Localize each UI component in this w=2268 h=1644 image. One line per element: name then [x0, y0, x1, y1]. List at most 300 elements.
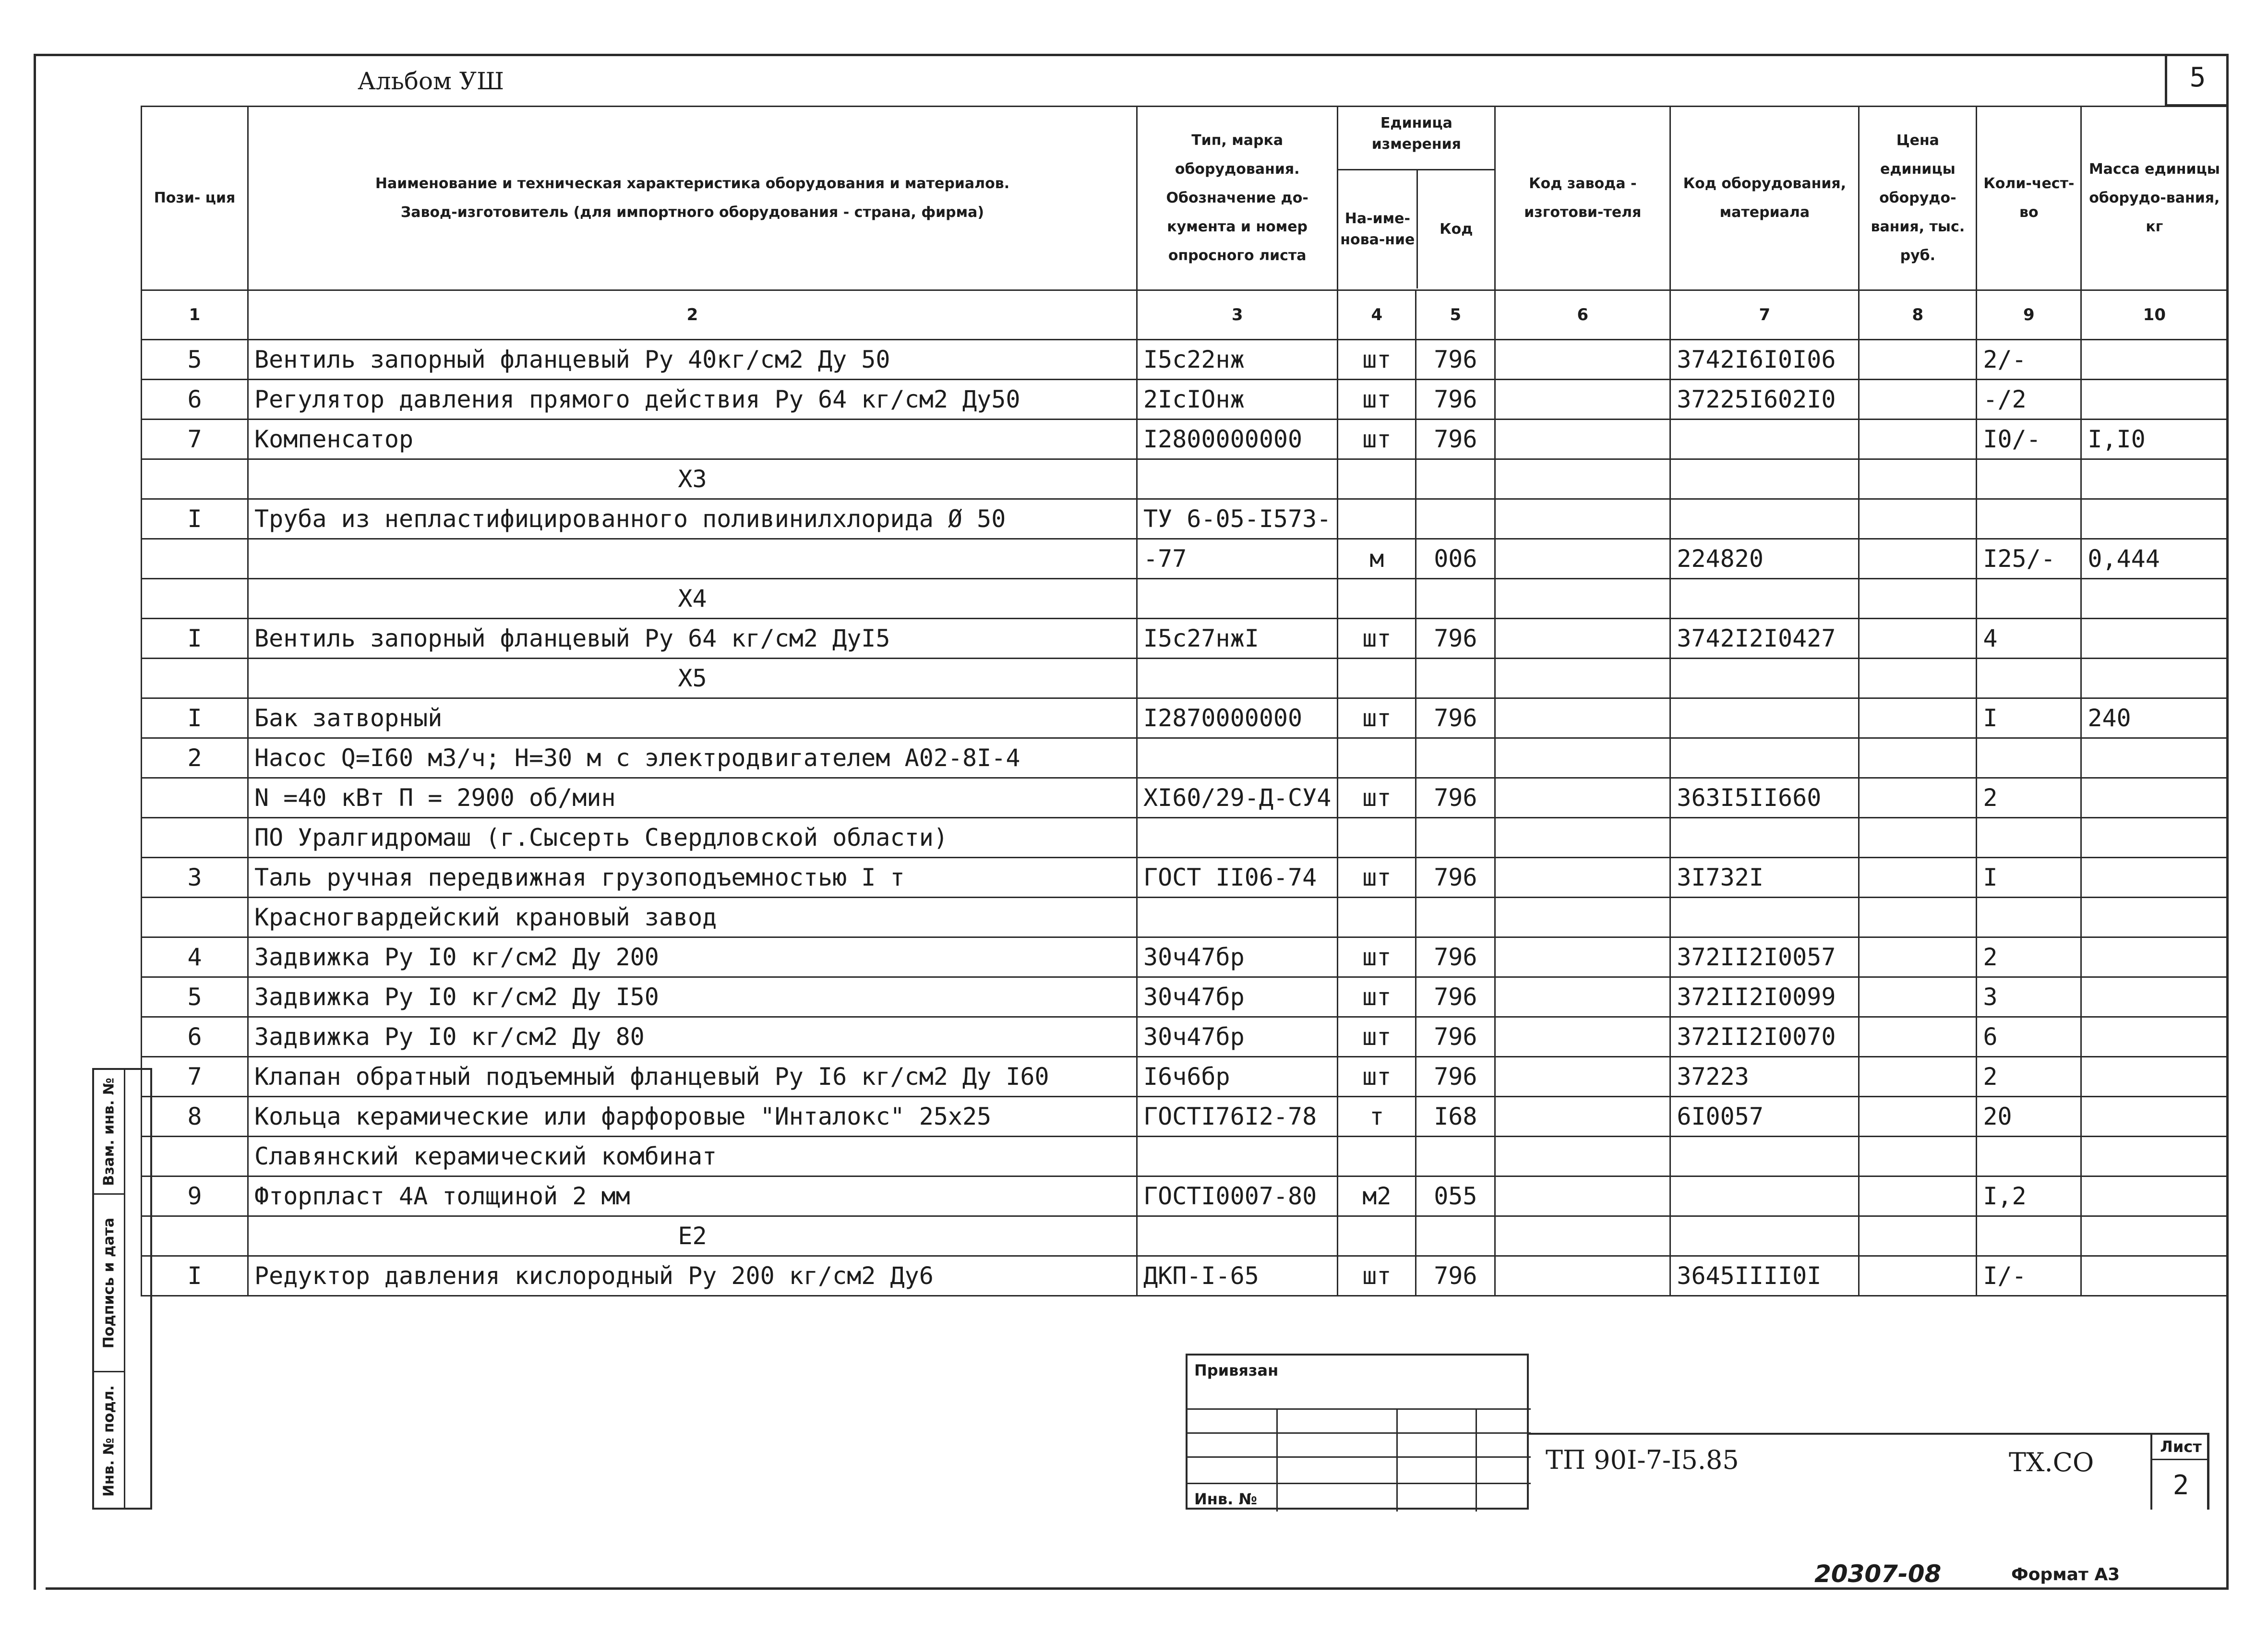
cell-unit-code [1416, 738, 1495, 778]
cell-unit: шт [1338, 340, 1416, 380]
cell-mass [2081, 459, 2228, 499]
cell-price [1859, 858, 1977, 898]
cell-unit-code: 796 [1416, 977, 1495, 1017]
cell-type: 30ч47бр [1137, 977, 1338, 1017]
cell-type: I5с22нж [1137, 340, 1338, 380]
cell-name [248, 539, 1137, 579]
cell-equipment-code: 37223 [1670, 1057, 1859, 1097]
table-row [142, 539, 2228, 579]
cell-mass [2081, 1137, 2228, 1176]
cell-equipment-code [1670, 898, 1859, 937]
cell-unit-code [1416, 459, 1495, 499]
cell-type: -77 [1137, 539, 1338, 579]
stamp-column-line [1396, 1408, 1398, 1512]
col-header-equipment-code: Код оборудования, материала [1670, 107, 1859, 290]
cell-mass [2081, 1176, 2228, 1216]
cell-position: 7 [142, 420, 248, 459]
cell-name: Труба из непластифицированного поливинилхлорида Ø 50 [248, 499, 1137, 539]
cell-name: Красногвардейский крановый завод [248, 898, 1137, 937]
cell-quantity: I25/- [1977, 539, 2081, 579]
cell-name: Вентиль запорный фланцевый Ру 64 кг/см2 ДуI5 [248, 619, 1137, 659]
cell-type: 2IcIOнж [1137, 380, 1338, 420]
approval-sidebar [92, 1068, 152, 1510]
cell-unit: шт [1338, 977, 1416, 1017]
col-header-price: Цена единицы оборудо-вания, тыс. руб. [1859, 107, 1977, 290]
cell-type [1137, 1216, 1338, 1256]
cell-type [1137, 1137, 1338, 1176]
cell-price [1859, 1256, 1977, 1296]
cell-equipment-code: 37225I602I0 [1670, 380, 1859, 420]
cell-name: Компенсатор [248, 420, 1137, 459]
cell-factory-code [1495, 898, 1670, 937]
cell-type [1137, 459, 1338, 499]
cell-mass [2081, 1256, 2228, 1296]
cell-unit-code: 055 [1416, 1176, 1495, 1216]
cell-unit-code: 006 [1416, 539, 1495, 579]
cell-quantity: I [1977, 858, 2081, 898]
cell-unit: шт [1338, 1057, 1416, 1097]
cell-quantity [1977, 1137, 2081, 1176]
cell-unit-code: 796 [1416, 778, 1495, 818]
cell-quantity: 6 [1977, 1017, 2081, 1057]
cell-mass [2081, 818, 2228, 858]
table-row [142, 1256, 2228, 1296]
cell-quantity [1977, 499, 2081, 539]
cell-factory-code [1495, 420, 1670, 459]
cell-equipment-code [1670, 499, 1859, 539]
cell-factory-code [1495, 1176, 1670, 1216]
cell-equipment-code [1670, 1137, 1859, 1176]
col-number: 9 [1977, 290, 2081, 340]
cell-factory-code [1495, 738, 1670, 778]
col-number: 8 [1859, 290, 1977, 340]
cell-price [1859, 380, 1977, 420]
cell-mass [2081, 579, 2228, 619]
cell-name: X3 [248, 459, 1137, 499]
cell-quantity: I,2 [1977, 1176, 2081, 1216]
cell-unit [1338, 459, 1416, 499]
binding-stamp [1186, 1354, 1529, 1510]
cell-factory-code [1495, 1256, 1670, 1296]
cell-position: I [142, 619, 248, 659]
cell-quantity: 3 [1977, 977, 2081, 1017]
cell-quantity [1977, 459, 2081, 499]
cell-equipment-code [1670, 420, 1859, 459]
table-row [142, 1017, 2228, 1057]
cell-mass [2081, 619, 2228, 659]
table-row [142, 459, 2228, 499]
cell-mass: 240 [2081, 698, 2228, 738]
cell-position [142, 1137, 248, 1176]
cell-unit: шт [1338, 1017, 1416, 1057]
cell-position: 5 [142, 340, 248, 380]
cell-type: I5с27нжI [1137, 619, 1338, 659]
cell-type: ГОСТI0007-80 [1137, 1176, 1338, 1216]
cell-unit: шт [1338, 698, 1416, 738]
cell-mass [2081, 778, 2228, 818]
cell-factory-code [1495, 698, 1670, 738]
cell-mass [2081, 977, 2228, 1017]
cell-name: X4 [248, 579, 1137, 619]
cell-unit-code [1416, 818, 1495, 858]
cell-factory-code [1495, 499, 1670, 539]
cell-price [1859, 659, 1977, 698]
cell-quantity: I [1977, 698, 2081, 738]
cell-equipment-code [1670, 1176, 1859, 1216]
corner-sheet-number: 5 [2165, 54, 2228, 107]
cell-name: N =40 кВт П = 2900 об/мин [248, 778, 1137, 818]
sidebar-label-column [94, 1070, 125, 1508]
cell-mass [2081, 1057, 2228, 1097]
stamp-divider [1188, 1408, 1531, 1410]
paper-format: Формат А3 [2011, 1565, 2120, 1584]
sheet-box [2150, 1433, 2209, 1510]
cell-equipment-code: 372II2I0057 [1670, 937, 1859, 977]
cell-quantity [1977, 898, 2081, 937]
column-number-row [142, 290, 2228, 340]
document-code: ТХ.СО [2009, 1447, 2094, 1477]
cell-price [1859, 937, 1977, 977]
cell-mass [2081, 1216, 2228, 1256]
cell-unit-code: 796 [1416, 420, 1495, 459]
table-row [142, 1137, 2228, 1176]
cell-position: 2 [142, 738, 248, 778]
table-row [142, 898, 2228, 937]
cell-quantity [1977, 1216, 2081, 1256]
cell-unit-code: 796 [1416, 698, 1495, 738]
cell-price [1859, 1017, 1977, 1057]
cell-equipment-code: 6I0057 [1670, 1097, 1859, 1137]
cell-name: Таль ручная передвижная грузоподъемностью I т [248, 858, 1137, 898]
table-row [142, 579, 2228, 619]
cell-price [1859, 698, 1977, 738]
cell-factory-code [1495, 619, 1670, 659]
cell-price [1859, 778, 1977, 818]
cell-position: 8 [142, 1097, 248, 1137]
stamp-column-line [1276, 1408, 1278, 1512]
cell-unit: м2 [1338, 1176, 1416, 1216]
cell-factory-code [1495, 818, 1670, 858]
col-header-quantity: Коли-чест-во [1977, 107, 2081, 290]
cell-equipment-code: 3I732I [1670, 858, 1859, 898]
stamp-divider [1188, 1456, 1531, 1458]
stamp-divider [1188, 1432, 1531, 1434]
cell-price [1859, 499, 1977, 539]
table-row [142, 1216, 2228, 1256]
cell-mass [2081, 659, 2228, 698]
table-row [142, 499, 2228, 539]
cell-name: Редуктор давления кислородный Ру 200 кг/см2 Ду6 [248, 1256, 1137, 1296]
table-row [142, 380, 2228, 420]
document-number: ТП 90I-7-I5.85 [1546, 1445, 1739, 1475]
col-header-unit-group: Единица измерения На-име-нова-ние Код [1338, 107, 1495, 290]
cell-unit [1338, 499, 1416, 539]
table-row [142, 937, 2228, 977]
cell-equipment-code [1670, 659, 1859, 698]
cell-name: Клапан обратный подъемный фланцевый Ру I6 кг/см2 Ду I60 [248, 1057, 1137, 1097]
cell-price [1859, 818, 1977, 858]
cell-quantity [1977, 818, 2081, 858]
col-number: 4 [1338, 290, 1416, 340]
cell-unit: м [1338, 539, 1416, 579]
cell-unit: шт [1338, 858, 1416, 898]
col-header-factory-code: Код завода - изготови-теля [1495, 107, 1670, 290]
cell-quantity [1977, 659, 2081, 698]
col-number: 5 [1416, 290, 1495, 340]
cell-quantity: I/- [1977, 1256, 2081, 1296]
cell-position [142, 539, 248, 579]
col-header-unit-name: На-име-нова-ние [1338, 170, 1418, 288]
cell-factory-code [1495, 977, 1670, 1017]
cell-name: Фторпласт 4А толщиной 2 мм [248, 1176, 1137, 1216]
cell-equipment-code [1670, 1216, 1859, 1256]
cell-name: Задвижка Ру I0 кг/см2 Ду I50 [248, 977, 1137, 1017]
cell-name: Вентиль запорный фланцевый Ру 40кг/см2 Ду 50 [248, 340, 1137, 380]
cell-type [1137, 579, 1338, 619]
cell-position: 9 [142, 1176, 248, 1216]
specification-body [142, 340, 2228, 1296]
table-row [142, 340, 2228, 380]
col-header-unit-code: Код [1440, 221, 1473, 238]
cell-unit [1338, 579, 1416, 619]
replace-inv-label: Взам. инв. № [94, 1070, 124, 1195]
cell-unit [1338, 898, 1416, 937]
cell-price [1859, 977, 1977, 1017]
cell-price [1859, 619, 1977, 659]
cell-position [142, 1216, 248, 1256]
cell-unit-code [1416, 579, 1495, 619]
cell-unit-code: 796 [1416, 1017, 1495, 1057]
cell-unit-code: 796 [1416, 619, 1495, 659]
cell-type: I2800000000 [1137, 420, 1338, 459]
cell-price [1859, 1176, 1977, 1216]
cell-name: X5 [248, 659, 1137, 698]
cell-equipment-code: 224820 [1670, 539, 1859, 579]
cell-mass [2081, 738, 2228, 778]
cell-quantity [1977, 738, 2081, 778]
table-row [142, 818, 2228, 858]
cell-position: 4 [142, 937, 248, 977]
stamp-divider [1188, 1483, 1531, 1484]
cell-mass [2081, 858, 2228, 898]
cell-equipment-code: 363I5II660 [1670, 778, 1859, 818]
cell-unit-code: I68 [1416, 1097, 1495, 1137]
col-number: 3 [1137, 290, 1338, 340]
inv-orig-label: Инв. № подл. [100, 1385, 118, 1497]
cell-position [142, 818, 248, 858]
cell-equipment-code [1670, 738, 1859, 778]
cell-equipment-code [1670, 579, 1859, 619]
cell-equipment-code: 3742I2I0427 [1670, 619, 1859, 659]
cell-equipment-code [1670, 459, 1859, 499]
cell-unit: шт [1338, 778, 1416, 818]
handwritten-number: 20307-08 [1814, 1560, 1942, 1588]
cell-factory-code [1495, 858, 1670, 898]
cell-factory-code [1495, 340, 1670, 380]
cell-type: 30ч47бр [1137, 1017, 1338, 1057]
cell-price [1859, 1057, 1977, 1097]
cell-position: I [142, 698, 248, 738]
cell-price [1859, 738, 1977, 778]
cell-factory-code [1495, 1097, 1670, 1137]
cell-unit: т [1338, 1097, 1416, 1137]
cell-unit-code [1416, 1216, 1495, 1256]
table-row [142, 738, 2228, 778]
cell-position: I [142, 1256, 248, 1296]
cell-mass [2081, 1017, 2228, 1057]
cell-mass: I,I0 [2081, 420, 2228, 459]
cell-price [1859, 1216, 1977, 1256]
cell-name: Насос Q=I60 м3/ч; H=30 м с электродвигателем А02-8I-4 [248, 738, 1137, 778]
cell-quantity: 2 [1977, 778, 2081, 818]
cell-factory-code [1495, 1137, 1670, 1176]
cell-position: 7 [142, 1057, 248, 1097]
cell-position [142, 579, 248, 619]
table-row [142, 778, 2228, 818]
cell-type [1137, 818, 1338, 858]
cell-name: ПО Уралгидромаш (г.Сысерть Свердловской области) [248, 818, 1137, 858]
cell-factory-code [1495, 1057, 1670, 1097]
cell-quantity: 20 [1977, 1097, 2081, 1137]
cell-mass [2081, 499, 2228, 539]
table-row [142, 1057, 2228, 1097]
col-header-mass: Масса единицы оборудо-вания, кг [2081, 107, 2228, 290]
sheet-number: 2 [2172, 1470, 2189, 1501]
cell-unit-code [1416, 1137, 1495, 1176]
cell-quantity: 2 [1977, 1057, 2081, 1097]
cell-quantity: 2/- [1977, 340, 2081, 380]
cell-name: Задвижка Ру I0 кг/см2 Ду 200 [248, 937, 1137, 977]
cell-name: E2 [248, 1216, 1137, 1256]
cell-position [142, 778, 248, 818]
cell-factory-code [1495, 459, 1670, 499]
col-number: 10 [2081, 290, 2228, 340]
cell-type [1137, 898, 1338, 937]
cell-position: 5 [142, 977, 248, 1017]
cell-factory-code [1495, 380, 1670, 420]
cell-equipment-code: 372II2I0099 [1670, 977, 1859, 1017]
cell-position: 6 [142, 380, 248, 420]
cell-price [1859, 420, 1977, 459]
cell-position [142, 898, 248, 937]
table-row [142, 1176, 2228, 1216]
cell-type: I2870000000 [1137, 698, 1338, 738]
cell-equipment-code: 3742I6I0I06 [1670, 340, 1859, 380]
cell-type: 30ч47бр [1137, 937, 1338, 977]
specification-table [141, 106, 2228, 1296]
album-label: Альбом УШ [358, 67, 504, 95]
cell-unit-code: 796 [1416, 340, 1495, 380]
cell-unit: шт [1338, 1256, 1416, 1296]
col-header-type: Тип, марка оборудования. Обозначение до-кумента и номер опросного листа [1137, 107, 1338, 290]
cell-unit: шт [1338, 619, 1416, 659]
cell-equipment-code: 3645IIII0I [1670, 1256, 1859, 1296]
cell-factory-code [1495, 579, 1670, 619]
cell-price [1859, 1137, 1977, 1176]
table-row [142, 659, 2228, 698]
cell-mass [2081, 340, 2228, 380]
cell-type: ГОСТ II06-74 [1137, 858, 1338, 898]
cell-unit [1338, 818, 1416, 858]
cell-price [1859, 579, 1977, 619]
table-row [142, 977, 2228, 1017]
cell-position: I [142, 499, 248, 539]
cell-unit [1338, 738, 1416, 778]
stamp-title: Привязан [1194, 1361, 1279, 1380]
cell-quantity: 4 [1977, 619, 2081, 659]
cell-mass: 0,444 [2081, 539, 2228, 579]
cell-position [142, 459, 248, 499]
cell-type [1137, 738, 1338, 778]
cell-unit: шт [1338, 420, 1416, 459]
cell-type: I6ч6бр [1137, 1057, 1338, 1097]
cell-price [1859, 898, 1977, 937]
stamp-column-line [1476, 1408, 1477, 1512]
col-header-position: Пози- ция [142, 107, 248, 290]
col-number: 1 [142, 290, 248, 340]
cell-quantity: -/2 [1977, 380, 2081, 420]
sheet-label: Лист [2152, 1435, 2209, 1460]
table-row [142, 858, 2228, 898]
header-row [142, 107, 2228, 290]
cell-name: Славянский керамический комбинат [248, 1137, 1137, 1176]
cell-unit: шт [1338, 937, 1416, 977]
col-number: 2 [248, 290, 1137, 340]
cell-mass [2081, 898, 2228, 937]
cell-unit-code [1416, 499, 1495, 539]
cell-equipment-code [1670, 698, 1859, 738]
stamp-inv-label: Инв. № [1194, 1490, 1257, 1508]
cell-equipment-code [1670, 818, 1859, 858]
cell-price [1859, 1097, 1977, 1137]
cell-position: 6 [142, 1017, 248, 1057]
cell-unit-code [1416, 898, 1495, 937]
cell-unit-code: 796 [1416, 1057, 1495, 1097]
cell-quantity: I0/- [1977, 420, 2081, 459]
cell-unit [1338, 659, 1416, 698]
cell-name: Бак затворный [248, 698, 1137, 738]
table-row [142, 619, 2228, 659]
sign-date-label: Подпись и дата [94, 1195, 124, 1372]
col-header-name: Наименование и техническая характеристика оборудования и материалов. Завод-изготовитель (для импортного оборудования - страна, фирма) [248, 107, 1137, 290]
cell-unit-code: 796 [1416, 858, 1495, 898]
cell-unit [1338, 1137, 1416, 1176]
cell-type: XI60/29-Д-СУ4 [1137, 778, 1338, 818]
col-number: 6 [1495, 290, 1670, 340]
cell-name: Регулятор давления прямого действия Ру 64 кг/см2 Ду50 [248, 380, 1137, 420]
cell-position [142, 659, 248, 698]
cell-mass [2081, 380, 2228, 420]
cell-unit [1338, 1216, 1416, 1256]
cell-price [1859, 340, 1977, 380]
cell-type [1137, 659, 1338, 698]
cell-name: Задвижка Ру I0 кг/см2 Ду 80 [248, 1017, 1137, 1057]
cell-price [1859, 459, 1977, 499]
cell-quantity [1977, 579, 2081, 619]
cell-unit-code: 796 [1416, 937, 1495, 977]
cell-equipment-code: 372II2I0070 [1670, 1017, 1859, 1057]
cell-price [1859, 539, 1977, 579]
table-row [142, 698, 2228, 738]
cell-factory-code [1495, 1017, 1670, 1057]
cell-factory-code [1495, 778, 1670, 818]
cell-factory-code [1495, 539, 1670, 579]
cell-unit-code [1416, 659, 1495, 698]
table-row [142, 420, 2228, 459]
cell-factory-code [1495, 937, 1670, 977]
cell-unit-code: 796 [1416, 1256, 1495, 1296]
cell-mass [2081, 1097, 2228, 1137]
